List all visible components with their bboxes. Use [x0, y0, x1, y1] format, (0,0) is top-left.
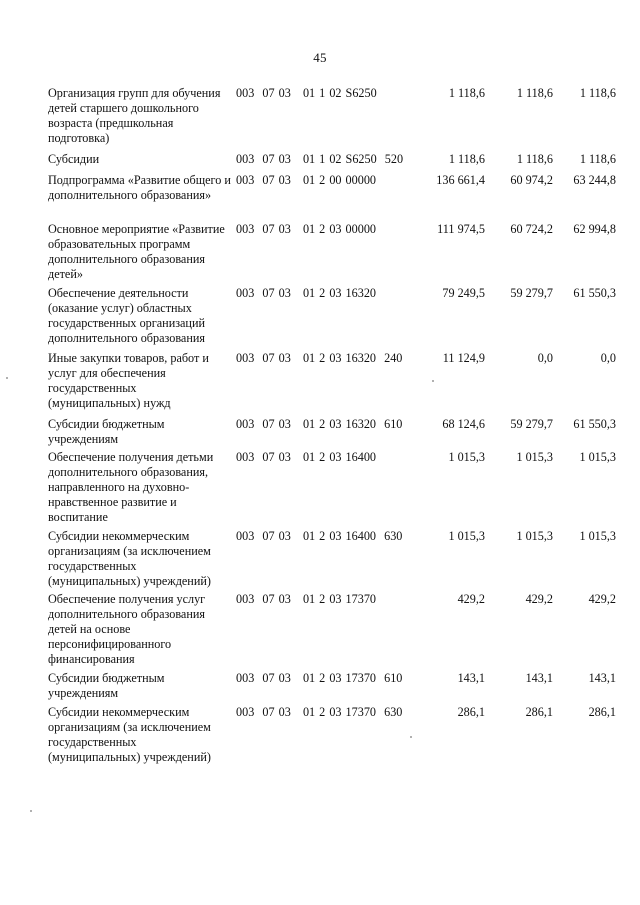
row-value-2: 59 279,7 — [510, 286, 553, 300]
row-name: Организация групп для обучения детей старшего дошкольного возраста (предшкольная подготовка) — [48, 86, 221, 145]
row-name: Субсидии некоммерческим организациям (за исключением государственных (муниципальных) учреждений) — [48, 705, 211, 764]
row-value-3: 143,1 — [588, 671, 616, 685]
row-value-1: 111 974,5 — [437, 222, 485, 236]
row-value-3: 61 550,3 — [573, 286, 616, 300]
row-code: 003 07 03 01 2 03 16320 610 — [236, 417, 403, 431]
row-value-3: 61 550,3 — [573, 417, 616, 431]
row-value-3: 63 244,8 — [573, 173, 616, 187]
row-name: Субсидии — [48, 152, 100, 166]
table-row — [48, 351, 616, 411]
row-value-3: 62 994,8 — [573, 222, 616, 236]
row-name: Основное мероприятие «Развитие образовательных программ дополнительного образования детей» — [48, 222, 225, 281]
row-code: 003 07 03 01 2 00 00000 — [236, 173, 377, 187]
row-value-2: 60 724,2 — [510, 222, 553, 236]
row-value-3: 286,1 — [588, 705, 616, 719]
row-value-3: 1 015,3 — [579, 450, 616, 464]
row-code: 003 07 03 01 2 03 16400 630 — [236, 529, 403, 543]
scan-speck — [30, 810, 32, 812]
row-value-3: 0,0 — [600, 351, 616, 365]
row-name: Обеспечение получения детьми дополнительного образования, направленного на духовно-нравственное развитие и воспитание — [48, 450, 214, 524]
row-name: Обеспечение деятельности (оказание услуг) областных государственных организаций дополнительного образования — [48, 286, 206, 345]
row-value-1: 68 124,6 — [442, 417, 485, 431]
row-value-1: 1 118,6 — [448, 152, 485, 166]
table-row — [48, 417, 616, 447]
row-code: 003 07 03 01 2 03 16320 — [236, 286, 377, 300]
table-row — [48, 529, 616, 589]
table-row — [48, 592, 616, 667]
table-row — [48, 450, 616, 525]
row-code: 003 07 03 01 1 02 S6250 — [236, 86, 377, 100]
row-code: 003 07 03 01 2 03 17370 610 — [236, 671, 403, 685]
row-name: Субсидии бюджетным учреждениям — [48, 671, 165, 700]
table-row — [48, 671, 616, 701]
row-value-1: 429,2 — [457, 592, 485, 606]
row-value-2: 59 279,7 — [510, 417, 553, 431]
row-value-3: 1 118,6 — [579, 86, 616, 100]
row-value-2: 286,1 — [525, 705, 553, 719]
row-value-2: 429,2 — [525, 592, 553, 606]
row-name: Обеспечение получения услуг дополнительного образования детей на основе персонифицированного финансирования — [48, 592, 206, 666]
row-name: Иные закупки товаров, работ и услуг для обеспечения государственных (муниципальных) нужд — [48, 351, 209, 410]
row-value-1: 1 015,3 — [448, 529, 485, 543]
row-name: Подпрограмма «Развитие общего и дополнительного образования» — [48, 173, 231, 202]
row-value-1: 11 124,9 — [442, 351, 485, 365]
row-value-3: 1 118,6 — [579, 152, 616, 166]
row-value-1: 79 249,5 — [442, 286, 485, 300]
scan-speck — [432, 380, 434, 382]
row-name: Субсидии некоммерческим организациям (за исключением государственных (муниципальных) учреждений) — [48, 529, 211, 588]
row-value-1: 1 118,6 — [448, 86, 485, 100]
row-value-1: 136 661,4 — [436, 173, 485, 187]
row-name: Субсидии бюджетным учреждениям — [48, 417, 165, 446]
row-code: 003 07 03 01 2 03 16400 — [236, 450, 377, 464]
row-value-2: 60 974,2 — [510, 173, 553, 187]
row-value-1: 1 015,3 — [448, 450, 485, 464]
row-value-2: 0,0 — [537, 351, 553, 365]
row-value-2: 1 015,3 — [516, 529, 553, 543]
row-code: 003 07 03 01 2 03 17370 630 — [236, 705, 403, 719]
table-row — [48, 286, 616, 346]
table-row — [48, 705, 616, 765]
scan-speck — [6, 377, 8, 379]
row-code: 003 07 03 01 2 03 16320 240 — [236, 351, 403, 365]
row-code: 003 07 03 01 1 02 S6250 520 — [236, 152, 404, 166]
row-value-3: 429,2 — [588, 592, 616, 606]
row-value-2: 143,1 — [525, 671, 553, 685]
table-row — [48, 86, 616, 146]
row-value-2: 1 015,3 — [516, 450, 553, 464]
page-number: 45 — [313, 50, 327, 65]
table-row — [48, 222, 616, 282]
scan-speck — [410, 736, 412, 738]
row-code: 003 07 03 01 2 03 17370 — [236, 592, 377, 606]
table-row — [48, 173, 616, 203]
row-value-2: 1 118,6 — [516, 86, 553, 100]
table-row — [48, 152, 616, 167]
row-value-1: 143,1 — [457, 671, 485, 685]
row-value-3: 1 015,3 — [579, 529, 616, 543]
row-code: 003 07 03 01 2 03 00000 — [236, 222, 377, 236]
row-value-2: 1 118,6 — [516, 152, 553, 166]
row-value-1: 286,1 — [457, 705, 485, 719]
